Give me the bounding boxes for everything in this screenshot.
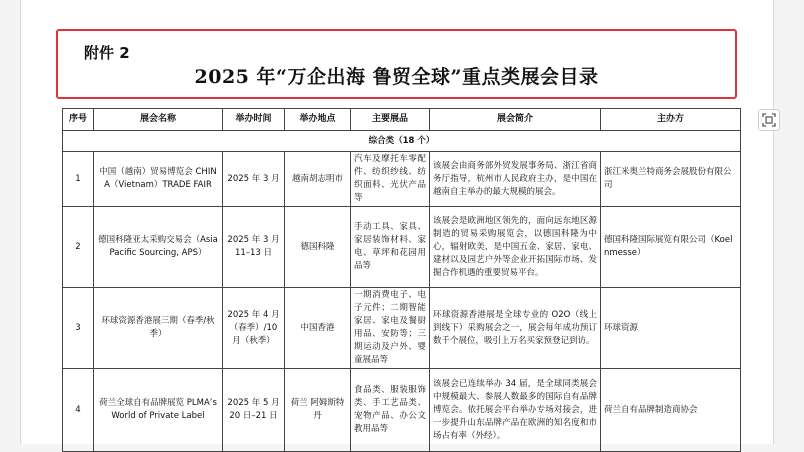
cell-place: 荷兰 阿姆斯特丹	[285, 369, 351, 452]
cell-time: 2025 年 5 月 20 日–21 日	[223, 369, 285, 452]
cell-intro: 环球资源香港展是全球专业的 O2O（线上到线下）采购展会之一，展会每年成功预订数千个展位，吸引上万名买家预登记到访。	[430, 288, 601, 369]
cell-organizer: 荷兰自有品牌制造商协会	[601, 369, 741, 452]
cell-no: 2	[63, 207, 94, 288]
cell-no: 1	[63, 152, 94, 207]
cell-products: 食品类、服装服饰类、手工艺品类、宠物产品、办公文教用品等	[351, 369, 430, 452]
cell-no: 4	[63, 369, 94, 452]
category-label: 综合类（18 个）	[63, 131, 741, 152]
cell-time: 2025 年 3 月 11–13 日	[223, 207, 285, 288]
cell-products: 手动工具、家具、家居装饰材料、家电、草坪和花园用品等	[351, 207, 430, 288]
header-place: 举办地点	[285, 109, 351, 131]
header-name: 展会名称	[94, 109, 223, 131]
header-products: 主要展品	[351, 109, 430, 131]
cell-time: 2025 年 4 月（春季）/10 月（秋季）	[223, 288, 285, 369]
cell-place: 越南胡志明市	[285, 152, 351, 207]
cell-place: 中国香港	[285, 288, 351, 369]
header-intro: 展会简介	[430, 109, 601, 131]
cell-name: 荷兰全球自有品牌展览 PLMA’s World of Private Label	[94, 369, 223, 452]
header-time: 举办时间	[223, 109, 285, 131]
table-header-row	[63, 109, 741, 131]
screenshot-crop-icon[interactable]	[758, 109, 780, 131]
header-organizer: 主办方	[601, 109, 741, 131]
cell-intro: 该展会是欧洲地区领先的，面向远东地区源制造的贸易采购展览会，以德国科隆为中心，辐射欧美，是中国五金、家居、家电、建材以及园艺户外等企业开拓国际市场、发掘合作机遇的重要贸易平台。	[430, 207, 601, 288]
cell-organizer: 环球资源	[601, 288, 741, 369]
table-row	[63, 288, 741, 369]
cell-name: 德国科隆亚太采购交易会（Asia Pacific Sourcing, APS）	[94, 207, 223, 288]
attachment-label: 附件 2	[84, 44, 130, 62]
screenshot-crop-icon-glyph	[762, 113, 776, 127]
cell-place: 德国科隆	[285, 207, 351, 288]
cell-products: 汽车及摩托车零配件、纺织纱线、纺织面料、光伏产品等	[351, 152, 430, 207]
cell-intro: 该展会已连续举办 34 届，是全球同类展会中规模最大、参展人数最多的国际自有品牌博览会。依托展会平台举办专场对接会，进一步提升山东品牌产品在欧洲的知名度和市场占有率（外经）。	[430, 369, 601, 452]
exhibition-catalog-table	[62, 108, 741, 452]
cell-intro: 该展会由商务部外贸发展事务局、浙江省商务厅指导，杭州市人民政府主办，是中国在越南自主举办的最大规模的展会。	[430, 152, 601, 207]
cell-name: 环球资源香港展三期（春季/秋季）	[94, 288, 223, 369]
cell-name: 中国（越南）贸易博览会 CHINA（Vietnam）TRADE FAIR	[94, 152, 223, 207]
cell-organizer: 浙江米奥兰特商务会展股份有限公司	[601, 152, 741, 207]
page-title: 2025 年“万企出海 鲁贸全球”重点类展会目录	[194, 66, 599, 88]
table-row	[63, 369, 741, 452]
category-row	[63, 131, 741, 152]
header-no: 序号	[63, 109, 94, 131]
table-row	[63, 207, 741, 288]
cell-products: 一期消费电子、电子元件；二期智能家居、家电及餐厨用品、安防等；三期运动及户外、婴童展品等	[351, 288, 430, 369]
cell-organizer: 德国科隆国际展览有限公司（Koelnmesse）	[601, 207, 741, 288]
cell-time: 2025 年 3 月	[223, 152, 285, 207]
table-row	[63, 152, 741, 207]
cell-no: 3	[63, 288, 94, 369]
